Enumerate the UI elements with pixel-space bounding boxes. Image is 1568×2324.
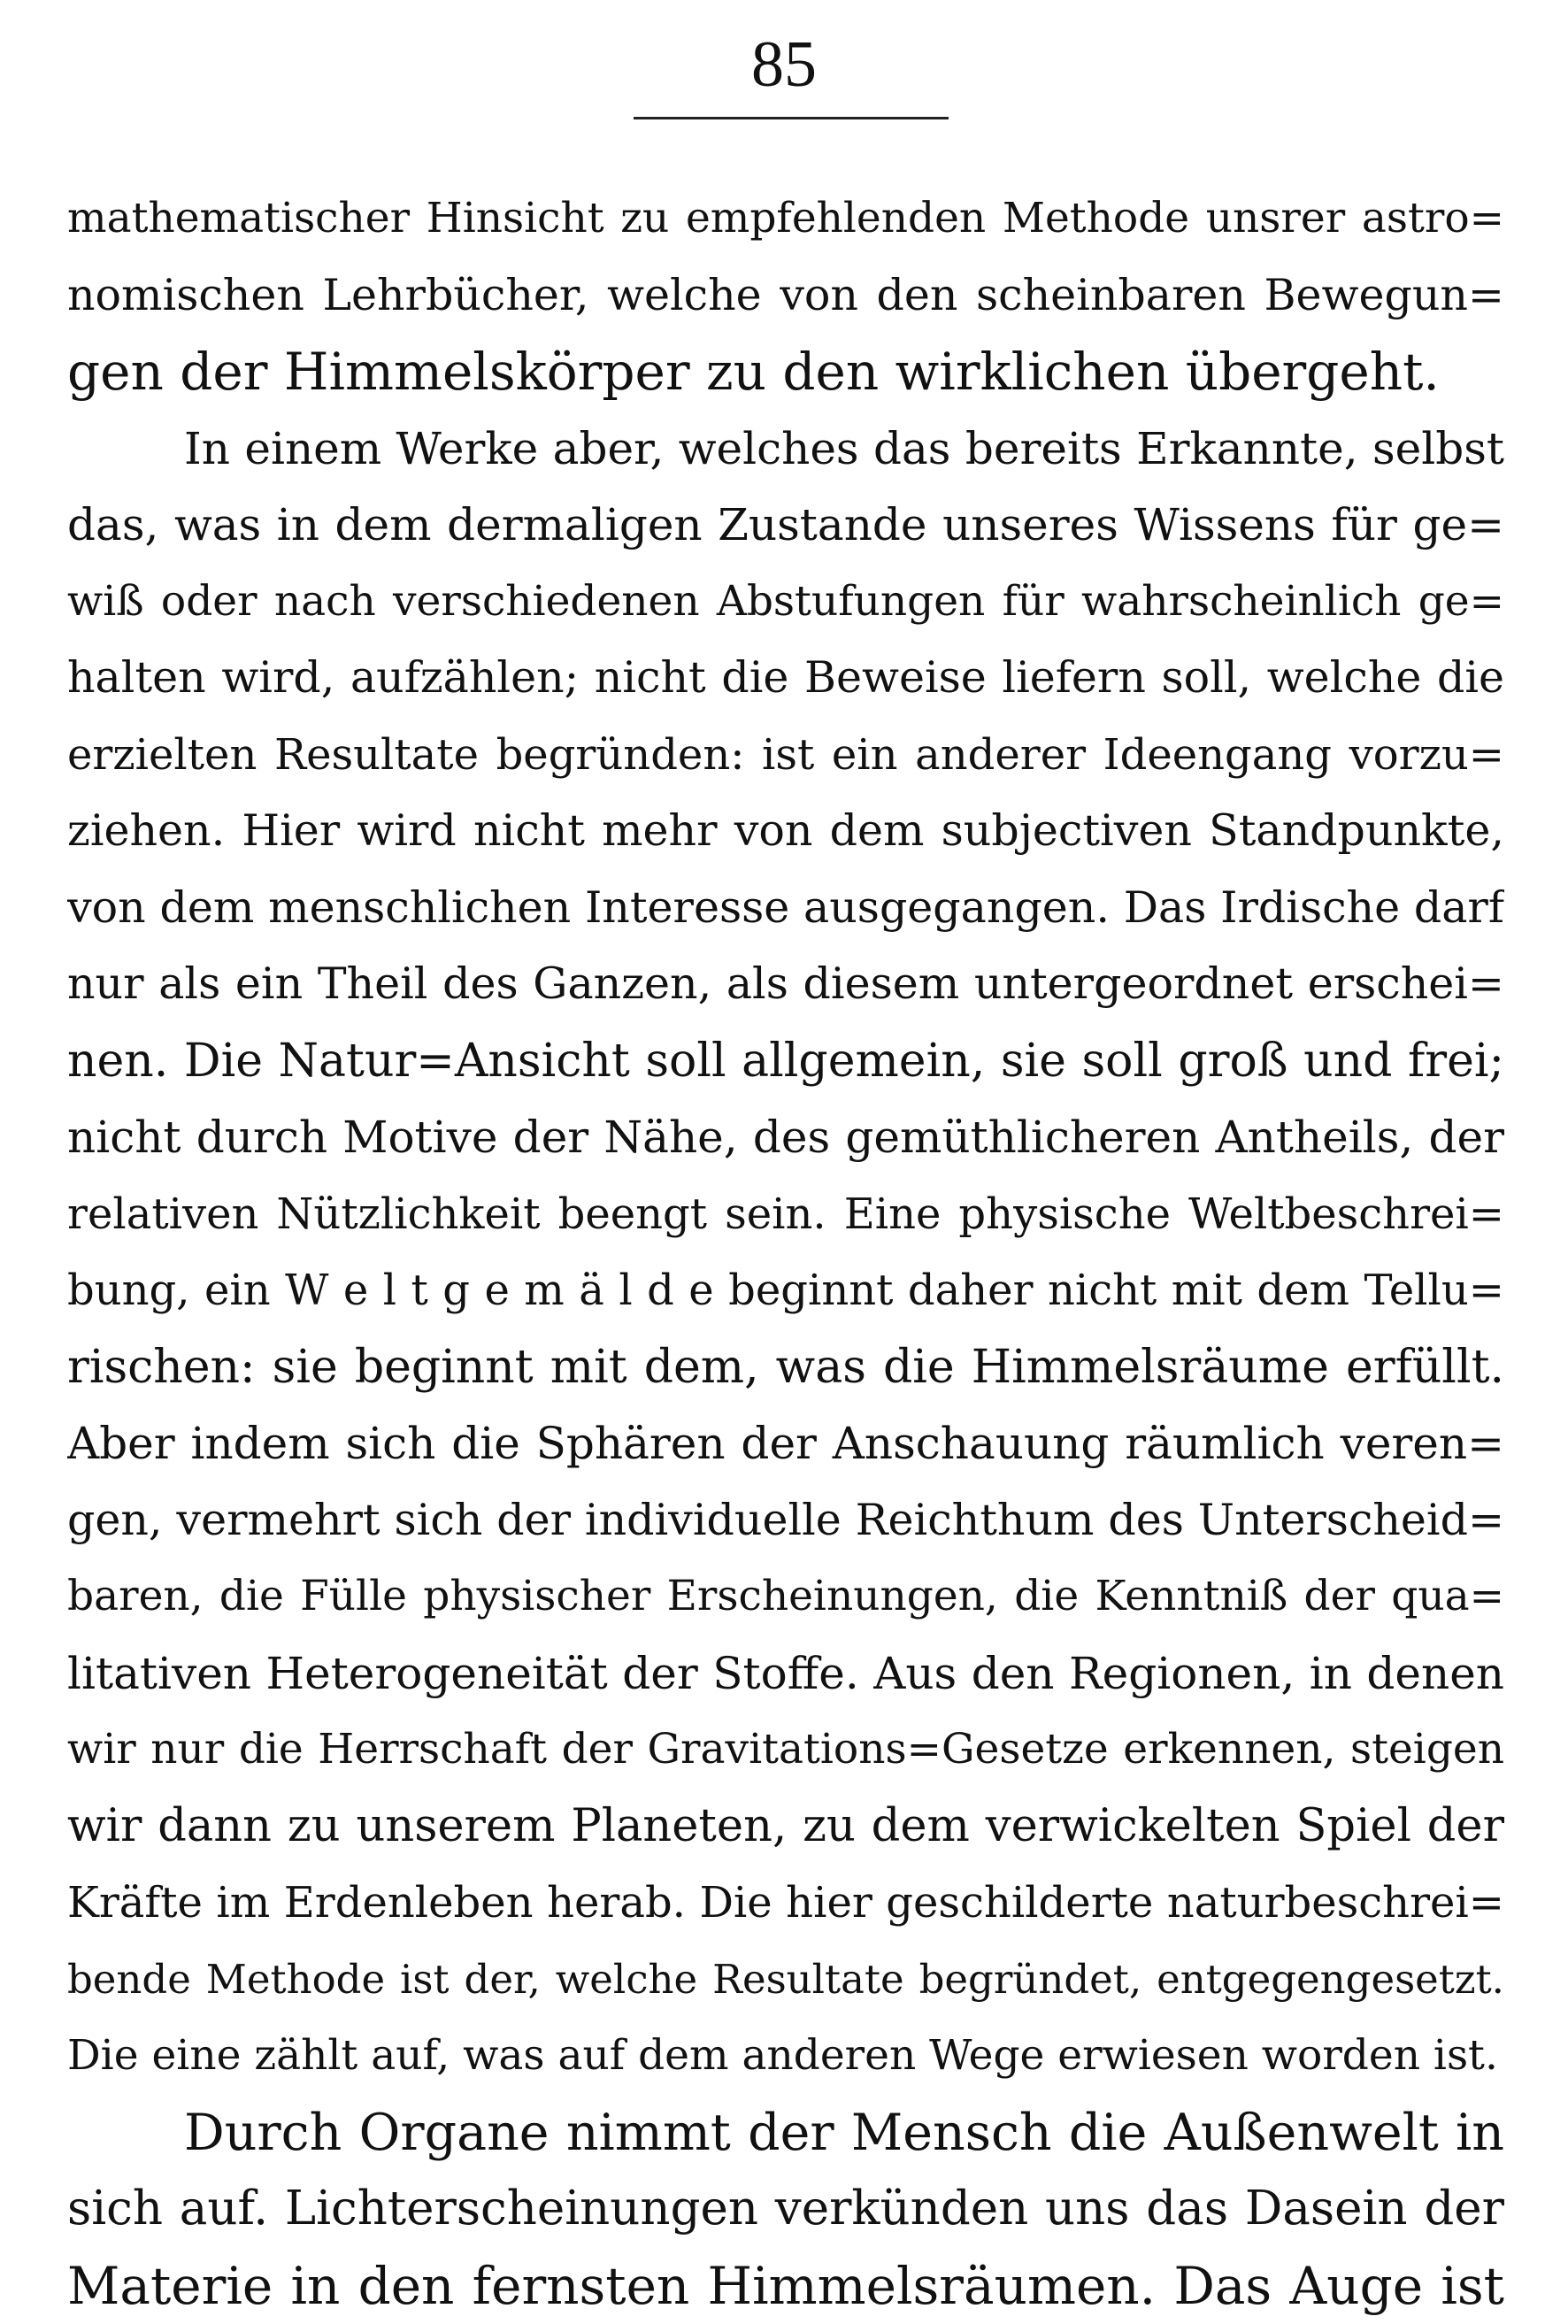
text-line: nicht durch Motive der Nähe, des gemüthlicheren Antheils, der [67, 1099, 1504, 1176]
text-line: erzielten Resultate begründen: ist ein anderer Ideengang vorzu= [67, 717, 1504, 794]
body-text [67, 181, 1504, 2324]
text-line: wir nur die Herrschaft der Gravitations=Gesetze erkennen, steigen [67, 1712, 1504, 1789]
text-line: nomischen Lehrbücher, welche von den scheinbaren Bewegun= [67, 258, 1504, 335]
page-number: 85 [0, 25, 1568, 104]
text-line: halten wird, aufzählen; nicht die Beweise liefern soll, welche die [67, 640, 1504, 717]
text-line: Aber indem sich die Sphären der Anschauung räumlich veren= [67, 1405, 1504, 1482]
text-line: von dem menschlichen Interesse ausgegangen. Das Irdische darf [67, 870, 1504, 947]
text-line: sich auf. Lichterscheinungen verkünden uns das Dasein der [67, 2171, 1504, 2248]
text-line: bende Methode ist der, welche Resultate begründet, entgegengesetzt. [67, 1942, 1504, 2019]
header-rule [634, 117, 949, 119]
text-line: bung, ein W e l t g e m ä l d e beginnt daher nicht mit dem Tellu= [67, 1252, 1504, 1329]
text-line: In einem Werke aber, welches das bereits Erkannte, selbst [67, 411, 1504, 488]
text-line: rischen: sie beginnt mit dem, was die Himmelsräume erfüllt. [67, 1329, 1504, 1406]
text-line: relativen Nützlichkeit beengt sein. Eine physische Weltbeschrei= [67, 1176, 1504, 1253]
text-line: litativen Heterogeneität der Stoffe. Aus den Regionen, in denen [67, 1635, 1504, 1712]
text-line: Materie in den fernsten Himmelsräumen. Das Auge ist [67, 2248, 1504, 2324]
text-line: baren, die Fülle physischer Erscheinungen, die Kenntniß der qua= [67, 1558, 1504, 1635]
text-line: wiß oder nach verschiedenen Abstufungen für wahrscheinlich ge= [67, 564, 1504, 641]
text-line: gen, vermehrt sich der individuelle Reichthum des Unterscheid= [67, 1482, 1504, 1559]
text-line: Durch Organe nimmt der Mensch die Außenwelt in [67, 2095, 1504, 2172]
text-line: Die eine zählt auf, was auf dem anderen Wege erwiesen worden ist. [67, 2018, 1504, 2095]
text-line: gen der Himmelskörper zu den wirklichen übergeht. [67, 334, 1504, 411]
text-line: das, was in dem dermaligen Zustande unseres Wissens für ge= [67, 487, 1504, 564]
text-line: wir dann zu unserem Planeten, zu dem verwickelten Spiel der [67, 1789, 1504, 1866]
text-line: Kräfte im Erdenleben herab. Die hier geschilderte naturbeschrei= [67, 1865, 1504, 1942]
text-line: nur als ein Theil des Ganzen, als diesem untergeordnet erschei= [67, 946, 1504, 1023]
text-line: ziehen. Hier wird nicht mehr von dem subjectiven Standpunkte, [67, 793, 1504, 870]
text-line: nen. Die Natur=Ansicht soll allgemein, sie soll groß und frei; [67, 1023, 1504, 1100]
text-line: mathematischer Hinsicht zu empfehlenden Methode unsrer astro= [67, 181, 1504, 258]
